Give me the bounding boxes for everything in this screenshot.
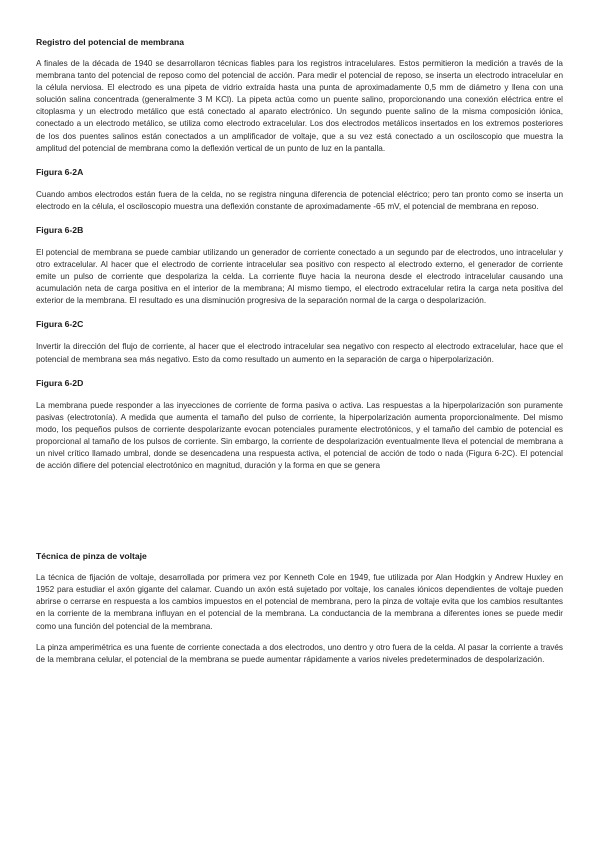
intro-paragraph: A finales de la década de 1940 se desarrollaron técnicas fiables para los registros intracelulares. Estos permitieron la medición a través de la membrana tanto del potencial de reposo como del potencial de acción. Para medir el potencial de reposo, se inserta un electrodo intracelular en la célula nerviosa. El electrodo es una pipeta de vidrio extraída hasta una punta de aproximadamente 0,5 mm de diámetro y llena con una solución salina concentrada (generalmente 3 M KCl). La pipeta actúa como un puente salino, proporcionando una conexión eléctrica entre el citoplasma y un electrodo metálico que está conectado al aparato electrónico. Un segundo puente salino de la misma composición iónica, conectado a un electrodo metálico, se utiliza como electrodo extracelular. Los dos electrodos metálicos insertados en los extremos posteriores de los dos puentes salinos están conectados a un amplificador de voltaje, que a su vez está conectado a un osciloscopio que muestra la amplitud del potencial de membrana como la deflexión vertical de un punto de luz en la pantalla. (36, 59, 563, 153)
section-title-voltage-clamp: Técnica de pinza de voltaje (36, 551, 147, 562)
figure-6-2b-paragraph: El potencial de membrana se puede cambiar utilizando un generador de corriente conectado a un segundo par de electrodos, uno intracelular y otro extracelular. Al hacer que el electrodo de corriente intracelular sea positivo con respecto al electrodo externo, el generador de corriente emite un pulso de corriente que despolariza la celda. La corriente fluye hacia la neurona desde el electrodo intracelular causando una acumulación neta de carga positiva en el interior de la membrana; Al mismo tiempo, el electrodo extracelular retira la carga neta positiva del exterior de la membrana. El resultado es una disminución progresiva de la separación normal de la carga o despolarización. (36, 247, 563, 306)
figure-6-2b-heading: Figura 6-2B (36, 224, 84, 235)
figure-6-2a-paragraph: Cuando ambos electrodos están fuera de la celda, no se registra ninguna diferencia de potencial eléctrico; pero tan pronto como se inserta un electrodo en la célula, el osciloscopio muestra una deflexión constante de aproximadamente -65 mV, el potencial de membrana en reposo. (36, 189, 563, 211)
figure-6-2a-heading: Figura 6-2A (36, 166, 84, 177)
section-title-membrane-potential: Registro del potencial de membrana (36, 37, 185, 47)
voltage-clamp-paragraph-1: La técnica de fijación de voltaje, desarrollada por primera vez por Kenneth Cole en 1949, fue utilizada por Alan Hodgkin y Andrew Huxley en 1952 para estudiar el axón gigante del calamar. Cuando un axón está sujetado por voltaje, los canales iónicos dependientes de voltaje pueden abrirse o cerrarse en respuesta a los cambios impuestos en el potencial de membrana, pero la pinza de voltaje evita que los cambios resultantes en la corriente de la membrana influyan en el potencial de la membrana. La conductancia de la membrana a diferentes iones se puede medir como una función del potencial de la membrana. (36, 573, 563, 631)
voltage-clamp-paragraph-2: La pinza amperimétrica es una fuente de corriente conectada a dos electrodos, uno dentro y otro fuera de la celda. Al pasar la corriente a través de la membrana celular, el potencial de la membrana se puede aumentar rápidamente a varios niveles predeterminados de despolarización. (36, 642, 563, 664)
figure-6-2d-heading: Figura 6-2D (36, 377, 84, 388)
blank-space (36, 472, 563, 550)
figure-6-2d-paragraph: La membrana puede responder a las inyecciones de corriente de forma pasiva o activa. Las respuestas a la hiperpolarización son puramente pasivas (electrotonía). A medida que aumenta el tamaño del pulso de corriente, la hiperpolarización aumenta proporcionalmente. Del mismo modo, los pequeños pulsos de corriente despolarizante evocan potenciales puramente electrotónicos, y el tamaño del cambio de potencial es proporcional al tamaño de los pulsos de corriente. Sin embargo, la corriente de despolarización eventualmente lleva el potencial de membrana a un nivel crítico llamado umbral, donde se desencadena una respuesta activa, el potencial de acción de todo o nada (Figura 6-2C). El potencial de acción difiere del potencial electrotónico en magnitud, duración y la forma en que se genera (36, 400, 563, 471)
figure-6-2c-paragraph: Invertir la dirección del flujo de corriente, al hacer que el electrodo intracelular sea negativo con respecto al electrodo extracelular, hace que el potencial de membrana sea más negativo. Esto da como resultado un aumento en la separación de carga o hiperpolarización. (36, 342, 563, 364)
figure-6-2c-heading: Figura 6-2C (36, 319, 84, 330)
document-page (36, 36, 563, 666)
